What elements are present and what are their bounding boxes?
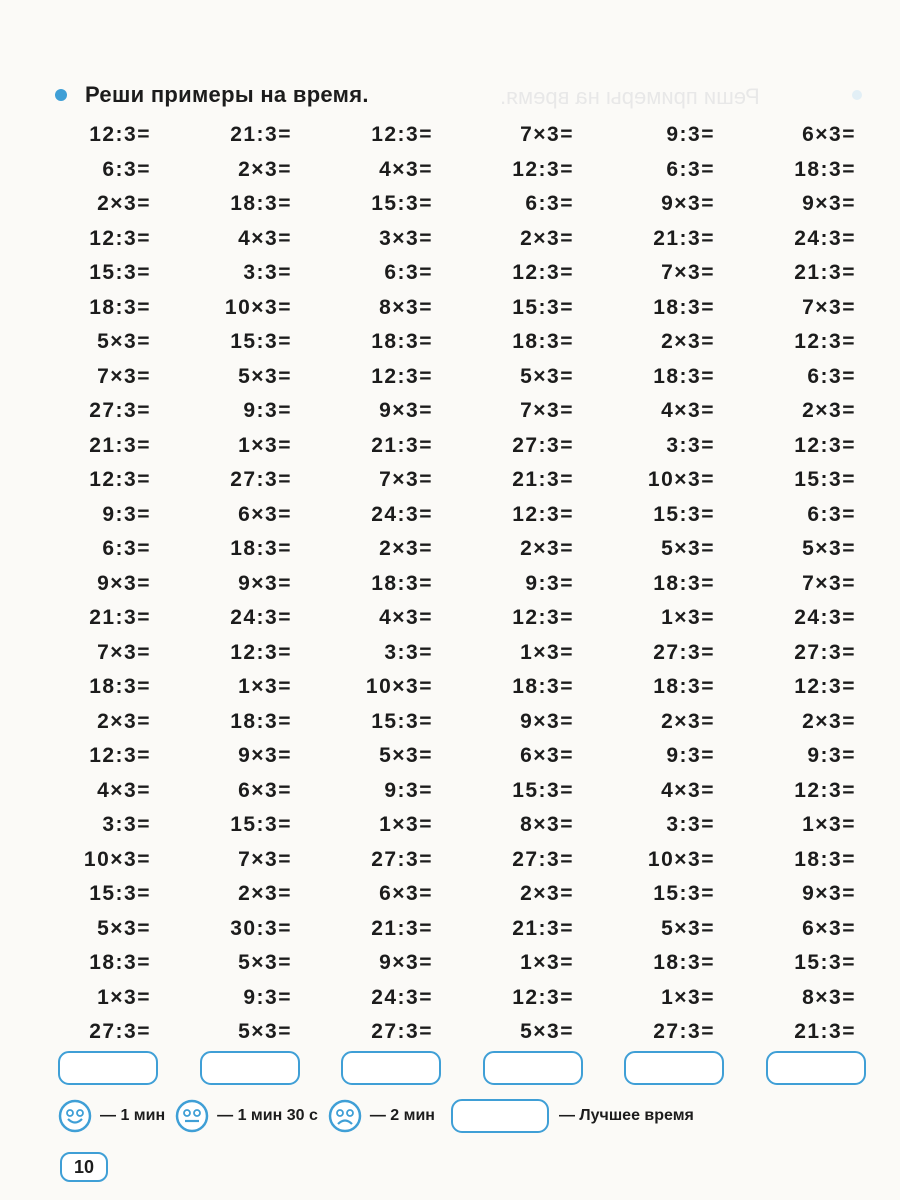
exercise: 24:3=: [371, 502, 433, 526]
task-header: [55, 82, 369, 108]
exercise: 21:3=: [89, 606, 151, 629]
exercise: 21:3=: [89, 433, 151, 457]
exercise: 9:3=: [384, 778, 433, 802]
exercise: 12:3=: [371, 123, 433, 146]
exercise: 3:3=: [666, 813, 715, 836]
exercise: 7×3=: [379, 468, 433, 491]
time-box-5[interactable]: [624, 1051, 724, 1085]
exercise: 4×3=: [661, 778, 715, 802]
legend-happy-label: — 1 мин: [100, 1107, 166, 1124]
exercise: 6:3=: [384, 261, 433, 284]
exercise: 9×3=: [661, 192, 715, 215]
exercise: 8×3=: [802, 985, 856, 1009]
exercise: 12:3=: [89, 123, 151, 146]
exercise: 12:3=: [512, 261, 574, 284]
exercise: 21:3=: [794, 1020, 856, 1043]
exercise: 1×3=: [661, 985, 715, 1009]
exercise: 2×3=: [97, 192, 151, 215]
exercise: 27:3=: [794, 640, 856, 664]
exercise: 9:3=: [102, 502, 151, 526]
exercise: 12:3=: [794, 433, 856, 457]
exercise: 30:3=: [230, 916, 292, 940]
exercise: 18:3=: [512, 330, 574, 353]
exercise: 15:3=: [794, 951, 856, 974]
exercise: 4×3=: [97, 778, 151, 802]
exercise: 7×3=: [97, 640, 151, 664]
exercise: 5×3=: [238, 1020, 292, 1043]
exercise: 6:3=: [525, 192, 574, 215]
exercise: 27:3=: [512, 847, 574, 871]
time-legend: [58, 1099, 704, 1133]
exercise: 21:3=: [371, 916, 433, 940]
show-through-text: Реши примеры на время.: [500, 84, 760, 109]
exercise: 1×3=: [238, 433, 292, 457]
exercise: 1×3=: [379, 813, 433, 836]
exercise: 15:3=: [89, 882, 151, 905]
exercise: 9:3=: [666, 744, 715, 767]
exercise: 5×3=: [238, 951, 292, 974]
exercise: 5×3=: [97, 916, 151, 940]
exercise: 24:3=: [230, 606, 292, 629]
exercise: 18:3=: [653, 571, 715, 595]
exercise: 8×3=: [379, 295, 433, 319]
time-box-1[interactable]: [58, 1051, 158, 1085]
exercise: 9×3=: [379, 399, 433, 422]
exercise: 12:3=: [512, 985, 574, 1009]
exercise: 9:3=: [666, 123, 715, 146]
exercise: 5×3=: [97, 330, 151, 353]
exercise: 12:3=: [512, 157, 574, 181]
exercise: 27:3=: [371, 1020, 433, 1043]
exercise: 18:3=: [89, 295, 151, 319]
exercise: 10×3=: [647, 468, 715, 491]
neutral-face-icon: [175, 1099, 209, 1133]
exercise: 18:3=: [230, 709, 292, 733]
exercise: 1×3=: [238, 675, 292, 698]
exercise: 12:3=: [371, 364, 433, 388]
time-box-2[interactable]: [200, 1051, 300, 1085]
exercise: 6×3=: [379, 882, 433, 905]
exercise: 3:3=: [384, 640, 433, 664]
exercise: 18:3=: [89, 951, 151, 974]
exercise: 15:3=: [230, 330, 292, 353]
exercise: 3×3=: [379, 226, 433, 250]
exercise: 9×3=: [379, 951, 433, 974]
happy-face-icon: [58, 1099, 92, 1133]
exercise: 9×3=: [802, 192, 856, 215]
exercise: 15:3=: [371, 192, 433, 215]
exercise: 2×3=: [661, 709, 715, 733]
exercise: 18:3=: [230, 537, 292, 560]
best-time-box[interactable]: [451, 1099, 549, 1133]
exercise: 12:3=: [512, 606, 574, 629]
exercise: 12:3=: [89, 744, 151, 767]
exercise: 6×3=: [520, 744, 574, 767]
exercise: 9×3=: [520, 709, 574, 733]
exercise: 21:3=: [512, 468, 574, 491]
exercise: 24:3=: [371, 985, 433, 1009]
exercise: 2×3=: [802, 709, 856, 733]
exercise: 2×3=: [520, 226, 574, 250]
exercise: 6:3=: [102, 157, 151, 181]
exercise: 21:3=: [653, 226, 715, 250]
exercise: 2×3=: [379, 537, 433, 560]
exercise: 27:3=: [653, 1020, 715, 1043]
exercise: 18:3=: [653, 364, 715, 388]
exercise: 10×3=: [224, 295, 292, 319]
exercise: 9×3=: [238, 571, 292, 595]
exercise: 12:3=: [794, 675, 856, 698]
exercise: 5×3=: [661, 916, 715, 940]
exercise: 1×3=: [661, 606, 715, 629]
answer-row: [58, 1051, 900, 1085]
exercise: 18:3=: [794, 157, 856, 181]
exercise: 2×3=: [97, 709, 151, 733]
exercise: 10×3=: [647, 847, 715, 871]
legend-neutral-label: — 1 мин 30 с: [217, 1107, 318, 1124]
exercise: 9×3=: [238, 744, 292, 767]
exercise: 18:3=: [230, 192, 292, 215]
exercise: 9×3=: [97, 571, 151, 595]
exercise: 12:3=: [89, 468, 151, 491]
exercise: 12:3=: [230, 640, 292, 664]
exercise: 2×3=: [238, 882, 292, 905]
exercise: 2×3=: [802, 399, 856, 422]
exercise: 3:3=: [666, 433, 715, 457]
exercise: 8×3=: [520, 813, 574, 836]
exercise: 24:3=: [794, 226, 856, 250]
exercise: 15:3=: [230, 813, 292, 836]
exercise: 2×3=: [520, 537, 574, 560]
exercise: 27:3=: [89, 399, 151, 422]
exercise: 27:3=: [230, 468, 292, 491]
show-through-bullet: [852, 90, 862, 100]
exercise: 18:3=: [653, 951, 715, 974]
exercise: 1×3=: [97, 985, 151, 1009]
exercise: 15:3=: [794, 468, 856, 491]
exercise: 9:3=: [807, 744, 856, 767]
exercise: 7×3=: [802, 295, 856, 319]
exercise: 18:3=: [653, 295, 715, 319]
exercise: 21:3=: [794, 261, 856, 284]
exercise: 18:3=: [512, 675, 574, 698]
exercise: 15:3=: [653, 502, 715, 526]
exercise: 7×3=: [97, 364, 151, 388]
exercise: 9:3=: [243, 399, 292, 422]
exercise: 5×3=: [379, 744, 433, 767]
time-box-4[interactable]: [483, 1051, 583, 1085]
exercise: 18:3=: [371, 330, 433, 353]
exercise: 2×3=: [238, 157, 292, 181]
exercise: 15:3=: [512, 295, 574, 319]
exercise: 27:3=: [89, 1020, 151, 1043]
exercise: 9×3=: [802, 882, 856, 905]
exercise: 5×3=: [661, 537, 715, 560]
exercise: 3:3=: [102, 813, 151, 836]
exercise: 10×3=: [83, 847, 151, 871]
exercise: 2×3=: [661, 330, 715, 353]
exercise: 6×3=: [238, 502, 292, 526]
exercise: 18:3=: [653, 675, 715, 698]
exercise: 27:3=: [371, 847, 433, 871]
time-box-6[interactable]: [766, 1051, 866, 1085]
exercise: 1×3=: [802, 813, 856, 836]
exercise: 10×3=: [365, 675, 433, 698]
exercise: 5×3=: [520, 364, 574, 388]
exercise: 18:3=: [89, 675, 151, 698]
exercise: 2×3=: [520, 882, 574, 905]
exercise: 27:3=: [653, 640, 715, 664]
exercise: 24:3=: [794, 606, 856, 629]
exercise: 7×3=: [520, 399, 574, 422]
bullet-icon: [55, 89, 67, 101]
exercise: 4×3=: [379, 157, 433, 181]
exercise: 12:3=: [794, 330, 856, 353]
exercise: 4×3=: [238, 226, 292, 250]
exercise: 15:3=: [653, 882, 715, 905]
time-box-3[interactable]: [341, 1051, 441, 1085]
exercise-grid: [40, 118, 886, 1050]
exercise: 4×3=: [379, 606, 433, 629]
exercise: 7×3=: [238, 847, 292, 871]
exercise: 15:3=: [371, 709, 433, 733]
exercise: 6×3=: [238, 778, 292, 802]
exercise: 21:3=: [371, 433, 433, 457]
exercise: 21:3=: [230, 123, 292, 146]
legend-best-label: — Лучшее время: [558, 1107, 694, 1124]
exercise: 15:3=: [89, 261, 151, 284]
exercise: 6×3=: [802, 123, 856, 146]
exercise: 5×3=: [520, 1020, 574, 1043]
exercise: 5×3=: [238, 364, 292, 388]
exercise: 15:3=: [512, 778, 574, 802]
exercise: 12:3=: [512, 502, 574, 526]
exercise: 7×3=: [520, 123, 574, 146]
exercise: 9:3=: [525, 571, 574, 595]
exercise: 1×3=: [520, 640, 574, 664]
legend-sad-label: — 2 мин: [369, 1107, 435, 1124]
exercise: 9:3=: [243, 985, 292, 1009]
sad-face-icon: [328, 1099, 362, 1133]
exercise: 1×3=: [520, 951, 574, 974]
exercise: 18:3=: [371, 571, 433, 595]
exercise: 6:3=: [807, 364, 856, 388]
exercise: 6:3=: [102, 537, 151, 560]
exercise: 27:3=: [512, 433, 574, 457]
exercise: 6:3=: [807, 502, 856, 526]
exercise: 3:3=: [243, 261, 292, 284]
exercise: 21:3=: [512, 916, 574, 940]
exercise: 18:3=: [794, 847, 856, 871]
task-title: Реши примеры на время.: [85, 82, 369, 107]
exercise: 7×3=: [802, 571, 856, 595]
exercise: 12:3=: [89, 226, 151, 250]
exercise: 4×3=: [661, 399, 715, 422]
page-number: 10: [60, 1152, 108, 1182]
exercise: 12:3=: [794, 778, 856, 802]
exercise: 6×3=: [802, 916, 856, 940]
exercise: 5×3=: [802, 537, 856, 560]
exercise: 7×3=: [661, 261, 715, 284]
exercise: 6:3=: [666, 157, 715, 181]
